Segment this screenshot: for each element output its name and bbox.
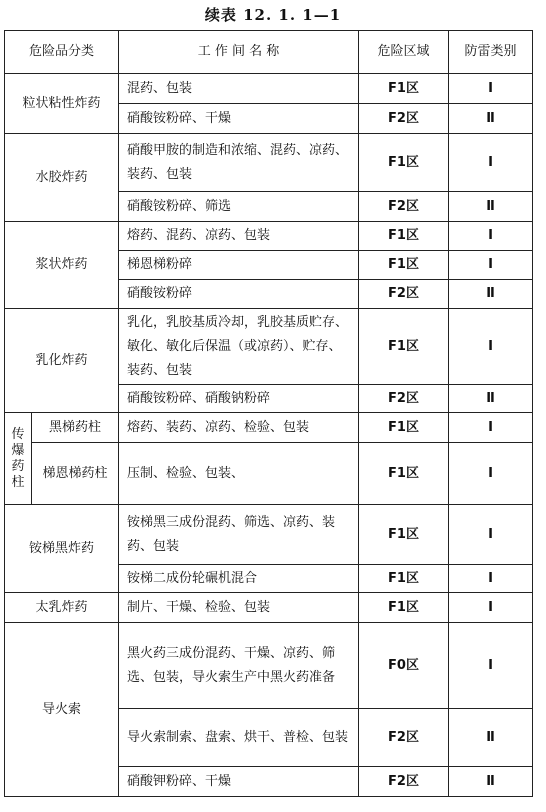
zone-cell: F1区 <box>359 74 449 104</box>
zone-cell: F2区 <box>359 709 449 767</box>
work-cell: 导火索制索、盘索、烘干、普检、包装 <box>119 709 359 767</box>
header-class: 防雷类别 <box>449 31 533 74</box>
work-cell: 熔药、混药、凉药、包装 <box>119 222 359 251</box>
work-cell: 梯恩梯粉碎 <box>119 251 359 280</box>
zone-cell: F1区 <box>359 134 449 192</box>
group-char: 药 <box>11 458 25 474</box>
table-row <box>5 134 533 192</box>
class-cell: Ⅰ <box>449 565 533 593</box>
category-cell: 浆状炸药 <box>5 222 119 309</box>
zone-cell: F1区 <box>359 251 449 280</box>
header-work: 工 作 间 名 称 <box>119 31 359 74</box>
group-char: 传 <box>11 426 25 442</box>
class-cell: Ⅰ <box>449 623 533 709</box>
class-cell: Ⅰ <box>449 74 533 104</box>
zone-cell: F1区 <box>359 309 449 385</box>
work-cell: 硝酸铵粉碎、筛选 <box>119 192 359 222</box>
table-title: 续表 12. 1. 1—1 <box>204 6 342 24</box>
table-row <box>5 74 533 104</box>
zone-cell: F1区 <box>359 593 449 623</box>
zone-cell: F2区 <box>359 104 449 134</box>
class-cell: Ⅱ <box>449 767 533 797</box>
class-cell: Ⅰ <box>449 222 533 251</box>
zone-cell: F2区 <box>359 767 449 797</box>
header-zone: 危险区域 <box>359 31 449 74</box>
work-cell: 乳化，乳胶基质冷却，乳胶基质贮存、敏化、敏化后保温（或凉药）、贮存、装药、包装 <box>119 309 359 385</box>
class-cell: Ⅰ <box>449 593 533 623</box>
class-cell: Ⅰ <box>449 251 533 280</box>
zone-cell: F1区 <box>359 505 449 565</box>
zone-cell: F1区 <box>359 413 449 443</box>
class-cell: Ⅰ <box>449 134 533 192</box>
subcategory-cell: 梯恩梯药柱 <box>32 443 119 505</box>
work-cell: 铵梯二成份轮碾机混合 <box>119 565 359 593</box>
table-row <box>5 593 533 623</box>
work-cell: 硝酸铵粉碎、干燥 <box>119 104 359 134</box>
category-cell: 导火索 <box>5 623 119 797</box>
subcategory-cell: 黑梯药柱 <box>32 413 119 443</box>
table-row <box>5 623 533 709</box>
category-cell: 铵梯黑炸药 <box>5 505 119 593</box>
work-cell: 压制、检验、包装、 <box>119 443 359 505</box>
category-cell: 乳化炸药 <box>5 309 119 413</box>
table-header-row <box>5 31 533 74</box>
category-cell: 太乳炸药 <box>5 593 119 623</box>
work-cell: 黑火药三成份混药、干燥、凉药、筛选、包装，导火索生产中黑火药准备 <box>119 623 359 709</box>
zone-cell: F2区 <box>359 280 449 309</box>
class-cell: Ⅱ <box>449 709 533 767</box>
class-cell: Ⅰ <box>449 505 533 565</box>
zone-cell: F1区 <box>359 565 449 593</box>
table-row <box>5 443 533 505</box>
group-char: 爆 <box>11 442 25 458</box>
work-cell: 硝酸甲胺的制造和浓缩、混药、凉药、装药、包装 <box>119 134 359 192</box>
class-cell: Ⅱ <box>449 280 533 309</box>
zone-cell: F0区 <box>359 623 449 709</box>
work-cell: 混药、包装 <box>119 74 359 104</box>
zone-cell: F2区 <box>359 385 449 413</box>
table-row <box>5 413 533 443</box>
class-cell: Ⅱ <box>449 385 533 413</box>
work-cell: 制片、干燥、检验、包装 <box>119 593 359 623</box>
work-cell: 硝酸钾粉碎、干燥 <box>119 767 359 797</box>
header-category: 危险品分类 <box>5 31 119 74</box>
work-cell: 硝酸铵粉碎、硝酸钠粉碎 <box>119 385 359 413</box>
table-row <box>5 222 533 251</box>
table-row <box>5 505 533 565</box>
class-cell: Ⅱ <box>449 104 533 134</box>
group-category-cell <box>5 413 32 505</box>
zone-cell: F1区 <box>359 443 449 505</box>
table-row <box>5 309 533 385</box>
zone-cell: F1区 <box>359 222 449 251</box>
category-cell: 粒状粘性炸药 <box>5 74 119 134</box>
class-cell: Ⅰ <box>449 309 533 385</box>
class-cell: Ⅰ <box>449 443 533 505</box>
work-cell: 熔药、装药、凉药、检验、包装 <box>119 413 359 443</box>
class-cell: Ⅱ <box>449 192 533 222</box>
work-cell: 硝酸铵粉碎 <box>119 280 359 309</box>
zone-cell: F2区 <box>359 192 449 222</box>
hazard-classification-table <box>4 30 533 797</box>
category-cell: 水胶炸药 <box>5 134 119 222</box>
work-cell: 铵梯黑三成份混药、筛选、凉药、装药、包装 <box>119 505 359 565</box>
group-char: 柱 <box>11 474 25 490</box>
class-cell: Ⅰ <box>449 413 533 443</box>
